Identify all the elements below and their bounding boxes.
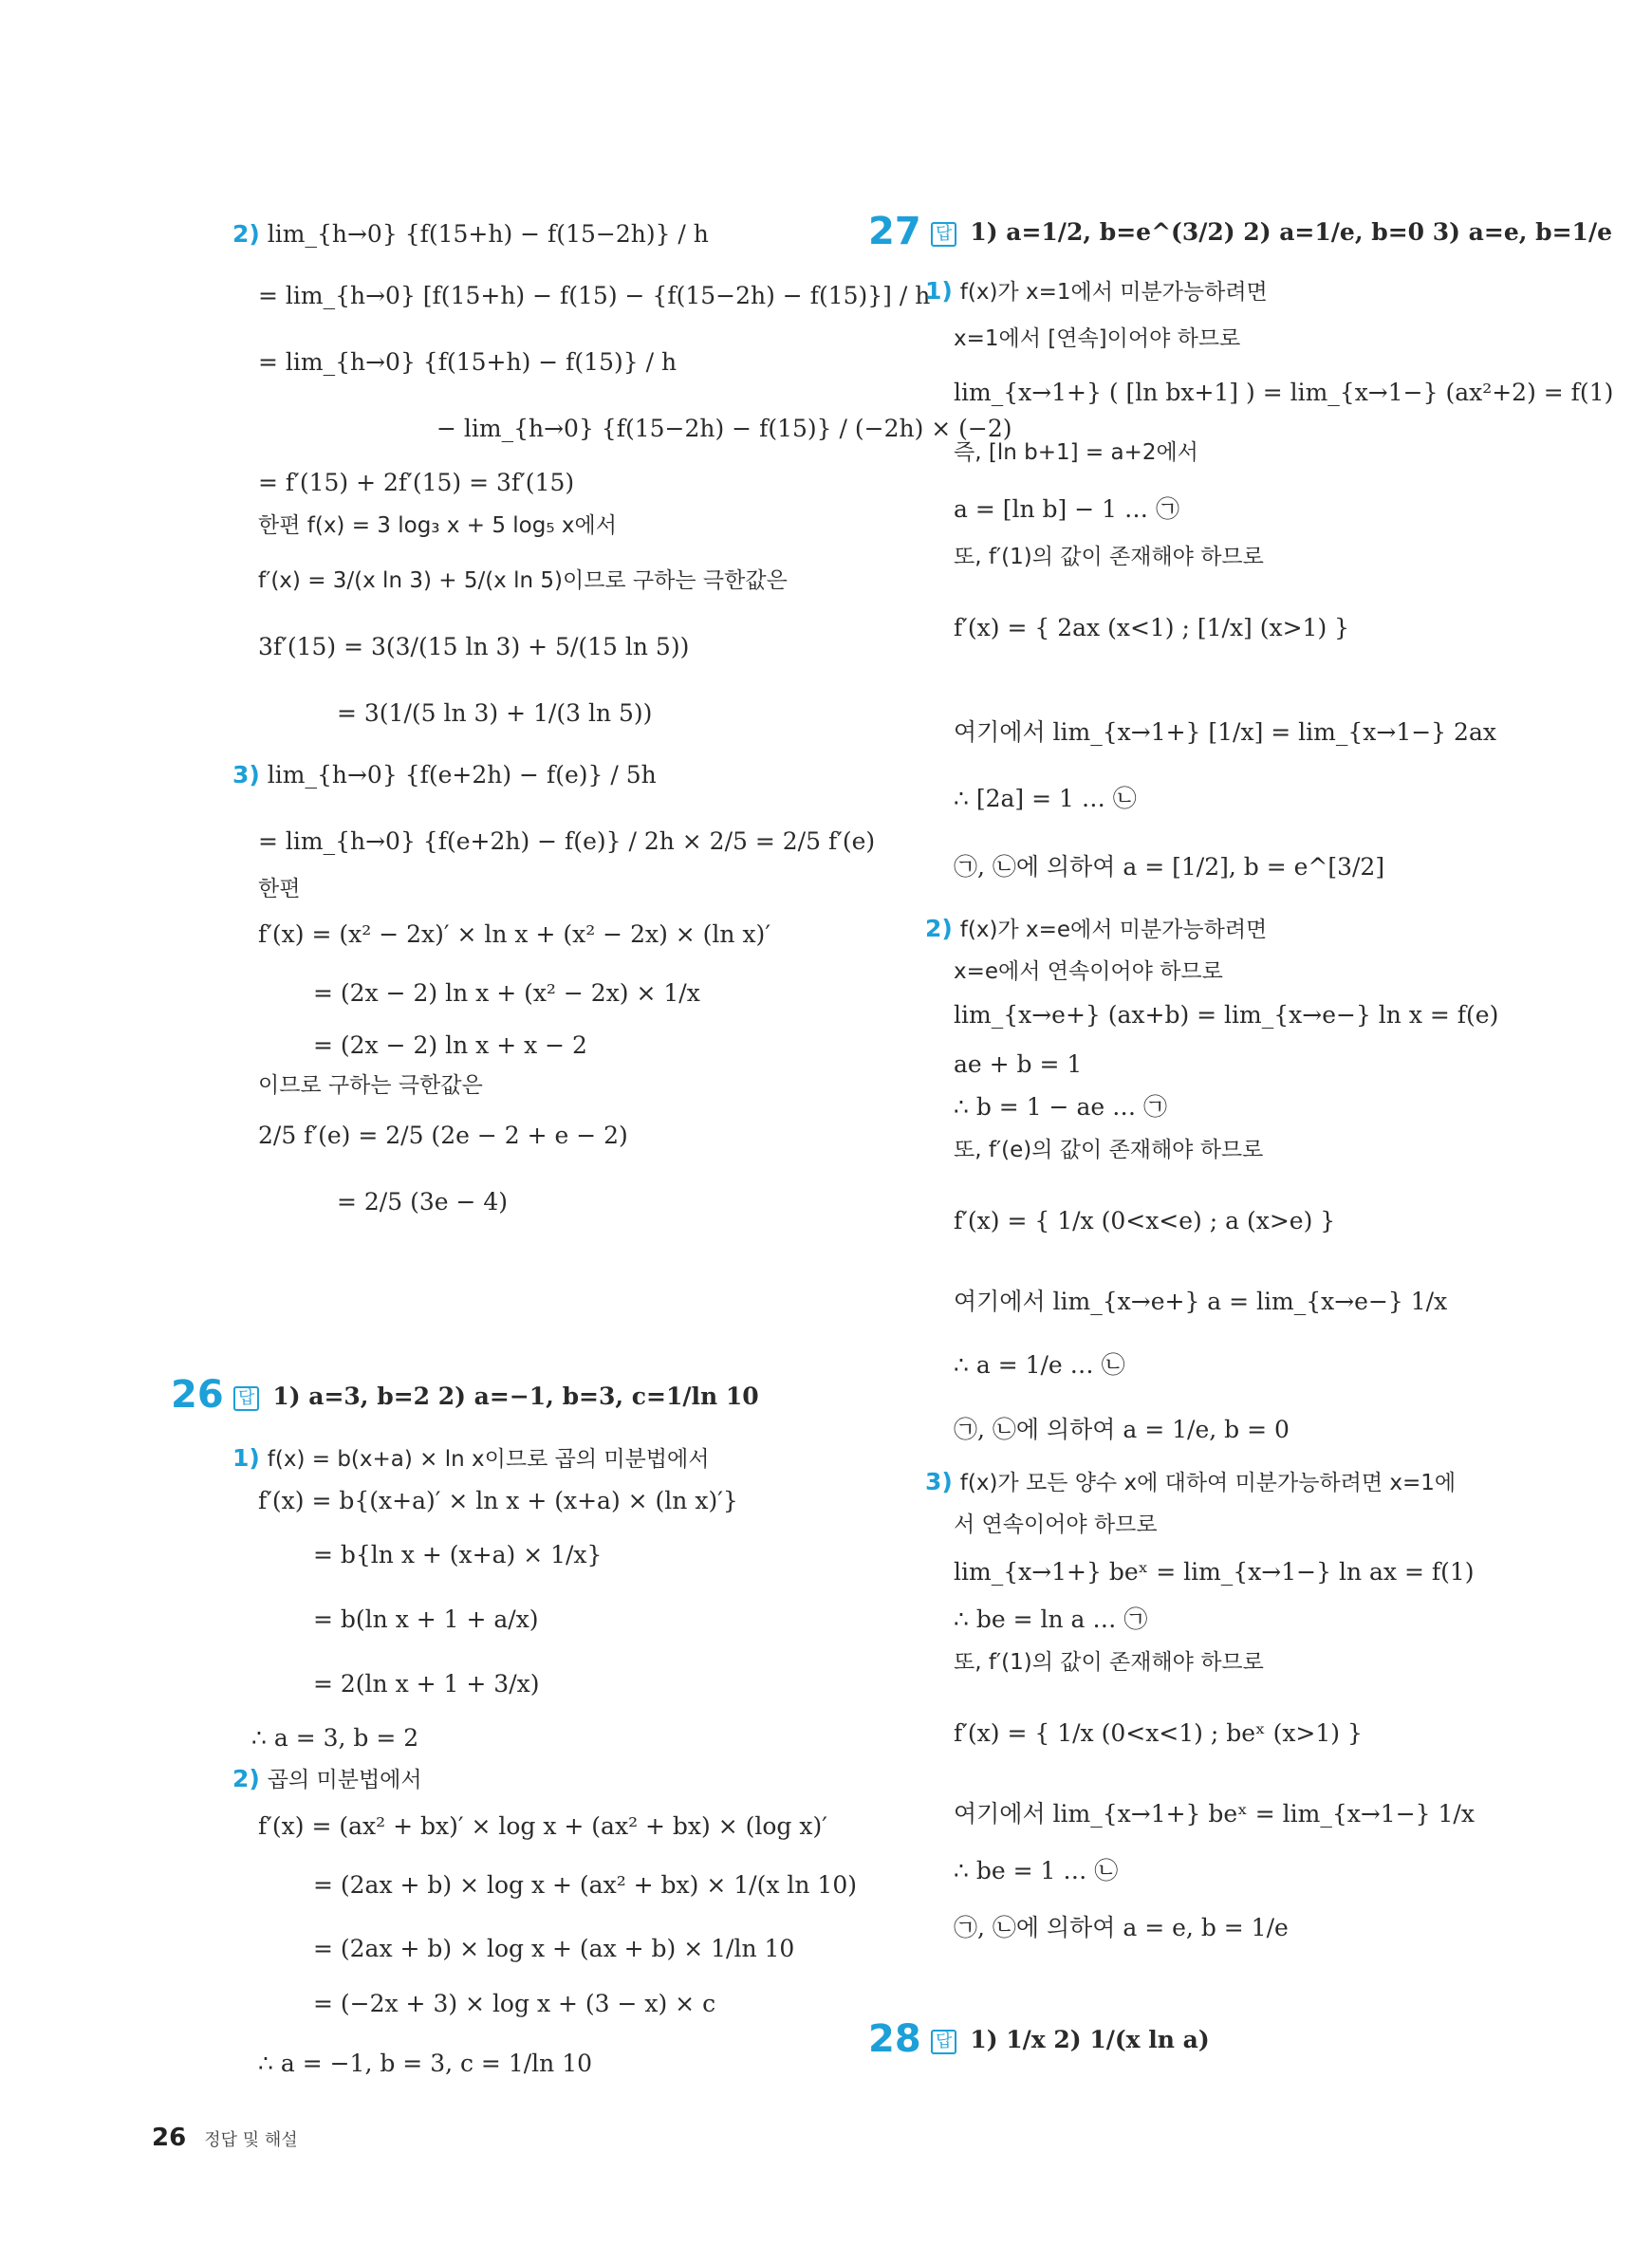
solution-line: 2) f(x)가 x=e에서 미분가능하려면 bbox=[925, 915, 1268, 942]
solution-line: lim_{x→1+} ( [ln bx+1] ) = lim_{x→1−} (ax²+2) = f(1) bbox=[954, 379, 1614, 406]
answer-text: 1) 1/x 2) 1/(x ln a) bbox=[970, 2026, 1210, 2053]
answer-text: 1) a=1/2, b=e^(3/2) 2) a=1/e, b=0 3) a=e, b=1/e bbox=[970, 218, 1612, 246]
solution-line: ∴ be = ln a … ㉠ bbox=[954, 1605, 1148, 1633]
sub-label: 2) bbox=[232, 220, 260, 248]
solution-line: 2/5 f′(e) = 2/5 (2e − 2 + e − 2) bbox=[258, 1122, 628, 1149]
problem-number-28: 28 bbox=[868, 2017, 921, 2061]
solution-line: 또, f′(1)의 값이 존재해야 하므로 bbox=[954, 545, 1264, 569]
answer-tag: 답 bbox=[931, 222, 956, 247]
solution-line: 2) 곱의 미분법에서 bbox=[232, 1765, 422, 1792]
solution-line: f′(x) = 3/(x ln 3) + 5/(x ln 5)이므로 구하는 극한값은 bbox=[258, 568, 788, 593]
solution-line: = (−2x + 3) × log x + (3 − x) × c bbox=[313, 1990, 716, 2017]
solution-line: 한편 bbox=[258, 877, 301, 901]
solution-line: x=e에서 연속이어야 하므로 bbox=[954, 959, 1223, 984]
solution-line: = (2ax + b) × log x + (ax + b) × 1/ln 10 bbox=[313, 1935, 795, 1962]
solution-line: 또, f′(e)의 값이 존재해야 하므로 bbox=[954, 1138, 1264, 1162]
solution-line: 1) f(x)가 x=1에서 미분가능하려면 bbox=[925, 277, 1268, 305]
solution-line: 여기에서 lim_{x→e+} a = lim_{x→e−} 1/x bbox=[954, 1288, 1448, 1315]
solution-line: ㉠, ㉡에 의하여 a = e, b = 1/e bbox=[954, 1914, 1289, 1941]
solution-line: 한편 f(x) = 3 log₃ x + 5 log₅ x에서 bbox=[258, 513, 617, 538]
solution-line: ㉠, ㉡에 의하여 a = [1/2], b = e^[3/2] bbox=[954, 853, 1385, 881]
page-footer bbox=[152, 2124, 298, 2152]
answer-text: 1) a=3, b=2 2) a=−1, b=3, c=1/ln 10 bbox=[272, 1383, 759, 1410]
solution-line: = 2(ln x + 1 + 3/x) bbox=[313, 1670, 540, 1698]
solution-line: 3) lim_{h→0} {f(e+2h) − f(e)} / 5h bbox=[232, 761, 657, 789]
solution-line: x=1에서 [연속]이어야 하므로 bbox=[954, 326, 1241, 351]
solution-line: ∴ a = −1, b = 3, c = 1/ln 10 bbox=[258, 2050, 593, 2077]
solution-line: f′(x) = { 1/x (0<x<e) ; a (x>e) } bbox=[954, 1207, 1336, 1234]
solution-line: = lim_{h→0} {f(e+2h) − f(e)} / 2h × 2/5 = 2/5 f′(e) bbox=[258, 827, 876, 855]
solution-line: ㉠, ㉡에 의하여 a = 1/e, b = 0 bbox=[954, 1416, 1290, 1443]
solution-line: − lim_{h→0} {f(15−2h) − f(15)} / (−2h) × (−2) bbox=[436, 415, 1012, 442]
solution-line: ∴ be = 1 … ㉡ bbox=[954, 1857, 1119, 1884]
solution-line: f′(x) = b{(x+a)′ × ln x + (x+a) × (ln x)′} bbox=[258, 1487, 738, 1514]
solution-line: ∴ a = 3, b = 2 bbox=[251, 1724, 419, 1752]
solution-line: 여기에서 lim_{x→1+} beˣ = lim_{x→1−} 1/x bbox=[954, 1800, 1475, 1828]
page-number: 26 bbox=[152, 2124, 187, 2152]
answer-line-27 bbox=[925, 216, 1612, 249]
problem-number-27: 27 bbox=[868, 210, 921, 253]
solution-line: ∴ [2a] = 1 … ㉡ bbox=[954, 785, 1137, 812]
solution-line: 또, f′(1)의 값이 존재해야 하므로 bbox=[954, 1650, 1264, 1675]
solution-line: = b(ln x + 1 + a/x) bbox=[313, 1605, 539, 1633]
solution-line: ae + b = 1 bbox=[954, 1050, 1083, 1078]
solution-line: f′(x) = (x² − 2x)′ × ln x + (x² − 2x) × (ln x)′ bbox=[258, 920, 770, 948]
solution-line: = (2x − 2) ln x + x − 2 bbox=[313, 1031, 587, 1059]
solution-line: f′(x) = (ax² + bx)′ × log x + (ax² + bx) × (log x)′ bbox=[258, 1812, 827, 1840]
solution-line: = lim_{h→0} [f(15+h) − f(15) − {f(15−2h) − f(15)}] / h bbox=[258, 282, 931, 309]
solution-line: = (2ax + b) × log x + (ax² + bx) × 1/(x ln 10) bbox=[313, 1871, 857, 1899]
footer-label: 정답 및 해설 bbox=[204, 2130, 298, 2150]
solution-line: 2) lim_{h→0} {f(15+h) − f(15−2h)} / h bbox=[232, 220, 709, 248]
solution-line: 3) f(x)가 모든 양수 x에 대하여 미분가능하려면 x=1에 bbox=[925, 1468, 1457, 1495]
solution-line: = f′(15) + 2f′(15) = 3f′(15) bbox=[258, 469, 575, 496]
solution-line: = 3(1/(5 ln 3) + 1/(3 ln 5)) bbox=[337, 699, 653, 727]
problem-number-26: 26 bbox=[171, 1373, 224, 1417]
solution-line: f′(x) = { 1/x (0<x<1) ; beˣ (x>1) } bbox=[954, 1719, 1363, 1747]
solution-line: ∴ b = 1 − ae … ㉠ bbox=[954, 1093, 1168, 1121]
solution-line: = lim_{h→0} {f(15+h) − f(15)} / h bbox=[258, 348, 678, 376]
solution-line: = (2x − 2) ln x + (x² − 2x) × 1/x bbox=[313, 979, 700, 1007]
sub-label: 2) bbox=[232, 1765, 260, 1792]
solution-line: 3f′(15) = 3(3/(15 ln 3) + 5/(15 ln 5)) bbox=[258, 633, 690, 660]
sub-label: 1) bbox=[925, 277, 953, 305]
solution-line: lim_{x→e+} (ax+b) = lim_{x→e−} ln x = f(e) bbox=[954, 1001, 1499, 1029]
solution-line: a = [ln b] − 1 … ㉠ bbox=[954, 495, 1179, 523]
solution-line: 여기에서 lim_{x→1+} [1/x] = lim_{x→1−} 2ax bbox=[954, 718, 1496, 746]
answer-line-26 bbox=[228, 1381, 759, 1413]
solution-line: ∴ a = 1/e … ㉡ bbox=[954, 1351, 1125, 1379]
answer-tag: 답 bbox=[233, 1386, 259, 1411]
solution-line: f′(x) = { 2ax (x<1) ; [1/x] (x>1) } bbox=[954, 614, 1350, 641]
sub-label: 1) bbox=[232, 1444, 260, 1472]
sub-label: 3) bbox=[232, 761, 260, 789]
sub-label: 3) bbox=[925, 1468, 953, 1495]
answer-tag: 답 bbox=[931, 2030, 956, 2054]
solution-line: 1) f(x) = b(x+a) × ln x이므로 곱의 미분법에서 bbox=[232, 1444, 710, 1472]
solution-line: = b{ln x + (x+a) × 1/x} bbox=[313, 1541, 603, 1568]
solution-line: 즉, [ln b+1] = a+2에서 bbox=[954, 440, 1198, 465]
solution-line: 이므로 구하는 극한값은 bbox=[258, 1073, 483, 1098]
solution-line: = 2/5 (3e − 4) bbox=[337, 1188, 509, 1216]
answer-line-28 bbox=[925, 2024, 1210, 2056]
sub-label: 2) bbox=[925, 915, 953, 942]
solution-line: 서 연속이어야 하므로 bbox=[954, 1512, 1158, 1537]
solution-line: lim_{x→1+} beˣ = lim_{x→1−} ln ax = f(1) bbox=[954, 1558, 1475, 1586]
